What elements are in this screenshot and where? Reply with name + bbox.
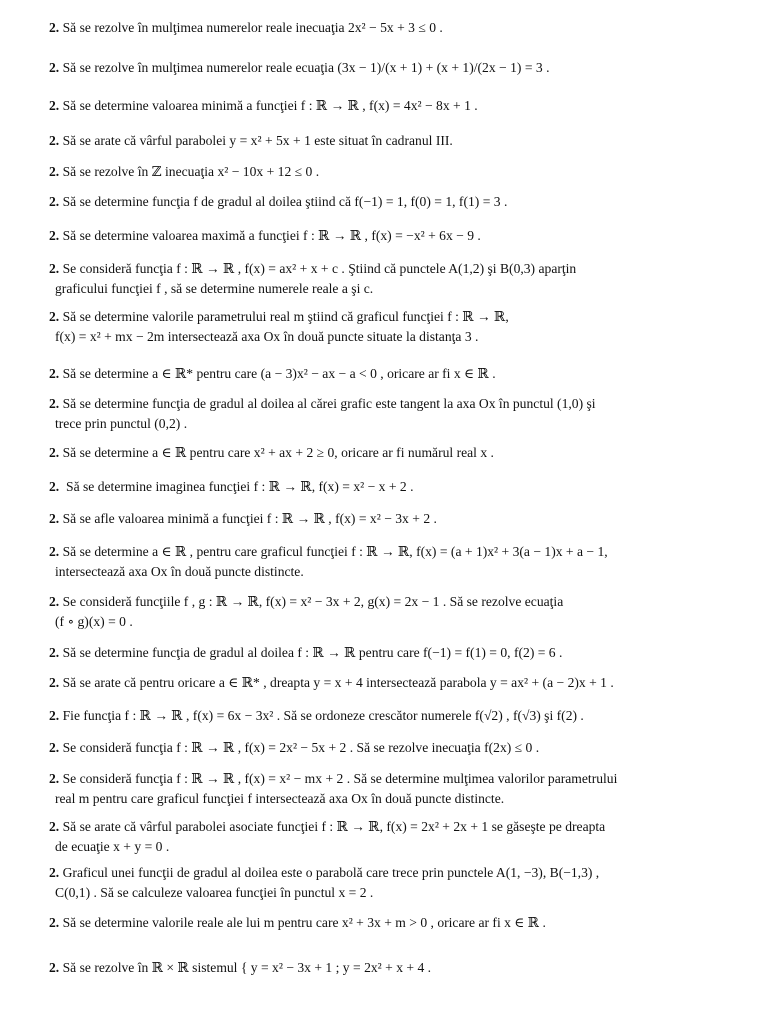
problem-number: 2. <box>49 366 60 381</box>
problem-item <box>49 259 749 299</box>
problem-number: 2. <box>49 164 60 179</box>
problem-text: Să se rezolve în mulţimea numerelor reale inecuaţia 2x² − 5x + 3 ≤ 0 . <box>62 20 443 35</box>
problem-number: 2. <box>49 60 60 75</box>
problem-text: Fie funcţia f : ℝ → ℝ , f(x) = 6x − 3x² . Să se ordoneze crescător numerele f(√2) , f(√3) şi f(2) . <box>62 708 584 723</box>
problem-text: Să se determine a ∈ ℝ , pentru care graficul funcţiei f : ℝ → ℝ, f(x) = (a + 1)x² + 3(a − 1)x + a − 1, <box>62 544 608 559</box>
problem-item <box>49 738 749 758</box>
problem-number: 2. <box>49 544 60 559</box>
problem-number: 2. <box>49 511 60 526</box>
problem-text: Să se rezolve în mulţimea numerelor reale ecuaţia (3x − 1)/(x + 1) + (x + 1)/(2x − 1) = 3 . <box>62 60 550 75</box>
problem-number: 2. <box>49 98 60 113</box>
problem-text: Să se determine a ∈ ℝ pentru care x² + ax + 2 ≥ 0, oricare ar fi numărul real x . <box>62 445 494 460</box>
problem-item <box>49 706 749 726</box>
problem-item <box>49 394 749 434</box>
problem-item <box>49 18 749 38</box>
problem-text: Să se arate că vârful parabolei asociate funcţiei f : ℝ → ℝ, f(x) = 2x² + 2x + 1 se găseşte pe dreapta <box>62 819 606 834</box>
problem-number: 2. <box>49 771 60 786</box>
problem-item <box>49 131 749 151</box>
problem-item <box>49 643 749 663</box>
problem-text: Să se arate că vârful parabolei y = x² + 5x + 1 este situat în cadranul III. <box>62 133 453 148</box>
problem-text: Să se determine a ∈ ℝ* pentru care (a − 3)x² − ax − a < 0 , oricare ar fi x ∈ ℝ . <box>62 366 496 381</box>
problem-item <box>49 307 749 347</box>
problem-number: 2. <box>49 819 60 834</box>
problem-number: 2. <box>49 865 60 880</box>
problem-number: 2. <box>49 708 60 723</box>
problem-number: 2. <box>49 20 60 35</box>
problem-continuation: (f ∘ g)(x) = 0 . <box>55 614 133 629</box>
problem-number: 2. <box>49 675 60 690</box>
problem-continuation: f(x) = x² + mx − 2m intersectează axa Ox în două puncte situate la distanţa 3 . <box>55 329 479 344</box>
problem-text: Să se determine valorile parametrului real m ştiind că graficul funcţiei f : ℝ → ℝ, <box>62 309 509 324</box>
problem-item <box>49 769 749 809</box>
problem-text: Să se determine imaginea funcţiei f : ℝ → ℝ, f(x) = x² − x + 2 . <box>62 479 414 494</box>
problem-text: Să se determine valoarea maximă a funcţiei f : ℝ → ℝ , f(x) = −x² + 6x − 9 . <box>62 228 481 243</box>
problem-number: 2. <box>49 228 60 243</box>
problem-item <box>49 592 749 632</box>
problem-item <box>49 162 749 182</box>
problem-number: 2. <box>49 261 60 276</box>
problem-text: Să se determine funcţia f de gradul al doilea ştiind că f(−1) = 1, f(0) = 1, f(1) = 3 . <box>62 194 508 209</box>
problem-item <box>49 58 749 78</box>
problem-number: 2. <box>49 645 60 660</box>
problem-continuation: C(0,1) . Să se calculeze valoarea funcţiei în punctul x = 2 . <box>55 885 374 900</box>
problem-item <box>49 226 749 246</box>
problem-number: 2. <box>49 915 60 930</box>
problem-item <box>49 192 749 212</box>
problem-number: 2. <box>49 594 60 609</box>
problem-number: 2. <box>49 740 60 755</box>
problem-text: Să se determine funcţia de gradul al doilea f : ℝ → ℝ pentru care f(−1) = f(1) = 0, f(2) = 6 . <box>62 645 563 660</box>
problem-text: Să se determine valoarea minimă a funcţiei f : ℝ → ℝ , f(x) = 4x² − 8x + 1 . <box>62 98 478 113</box>
problem-number: 2. <box>49 309 60 324</box>
problem-item <box>49 96 749 116</box>
problem-text: Să se arate că pentru oricare a ∈ ℝ* , dreapta y = x + 4 intersectează parabola y = ax² + (a − 2)x + 1 . <box>62 675 614 690</box>
problem-number: 2. <box>49 960 60 975</box>
problem-continuation: graficului funcţiei f , să se determine numerele reale a şi c. <box>55 281 374 296</box>
problem-text: Să se determine funcţia de gradul al doilea al cărei grafic este tangent la axa Ox în punctul (1,0) şi <box>62 396 596 411</box>
problem-text: Se consideră funcţia f : ℝ → ℝ , f(x) = 2x² − 5x + 2 . Să se rezolve inecuaţia f(2x) ≤ 0 . <box>62 740 540 755</box>
problem-item <box>49 542 749 582</box>
problem-text: Să se afle valoarea minimă a funcţiei f : ℝ → ℝ , f(x) = x² − 3x + 2 . <box>62 511 437 526</box>
problem-item <box>49 673 749 693</box>
problem-item <box>49 443 749 463</box>
problem-continuation: de ecuaţie x + y = 0 . <box>55 839 170 854</box>
problem-item <box>49 913 749 933</box>
problem-item <box>49 817 749 857</box>
problem-item <box>49 863 749 903</box>
problem-continuation: real m pentru care graficul funcţiei f intersectează axa Ox în două puncte distincte. <box>55 791 505 806</box>
problem-number: 2. <box>49 479 60 494</box>
problem-text: Să se rezolve în ℤ inecuaţia x² − 10x + 12 ≤ 0 . <box>62 164 320 179</box>
problem-number: 2. <box>49 194 60 209</box>
problem-number: 2. <box>49 396 60 411</box>
problem-text: Să se rezolve în ℝ × ℝ sistemul { y = x² − 3x + 1 ; y = 2x² + x + 4 . <box>62 960 432 975</box>
problem-text: Se consideră funcţiile f , g : ℝ → ℝ, f(x) = x² − 3x + 2, g(x) = 2x − 1 . Să se rezolve ecuaţia <box>62 594 564 609</box>
problem-item <box>49 958 749 978</box>
problem-continuation: intersectează axa Ox în două puncte distincte. <box>55 564 304 579</box>
problem-item <box>49 477 749 497</box>
problem-continuation: trece prin punctul (0,2) . <box>55 416 188 431</box>
problem-item <box>49 509 749 529</box>
problem-item <box>49 364 749 384</box>
problem-text: Graficul unei funcţii de gradul al doilea este o parabolă care trece prin punctele A(1, −3), B(−1,3) , <box>62 865 600 880</box>
problem-text: Să se determine valorile reale ale lui m pentru care x² + 3x + m > 0 , oricare ar fi x ∈ ℝ . <box>62 915 546 930</box>
problem-text: Se consideră funcţia f : ℝ → ℝ , f(x) = x² − mx + 2 . Să se determine mulţimea valorilor parametrului <box>62 771 618 786</box>
problem-number: 2. <box>49 445 60 460</box>
problem-text: Se consideră funcţia f : ℝ → ℝ , f(x) = ax² + x + c . Ştiind că punctele A(1,2) şi B(0,3) aparţin <box>62 261 577 276</box>
problem-number: 2. <box>49 133 60 148</box>
